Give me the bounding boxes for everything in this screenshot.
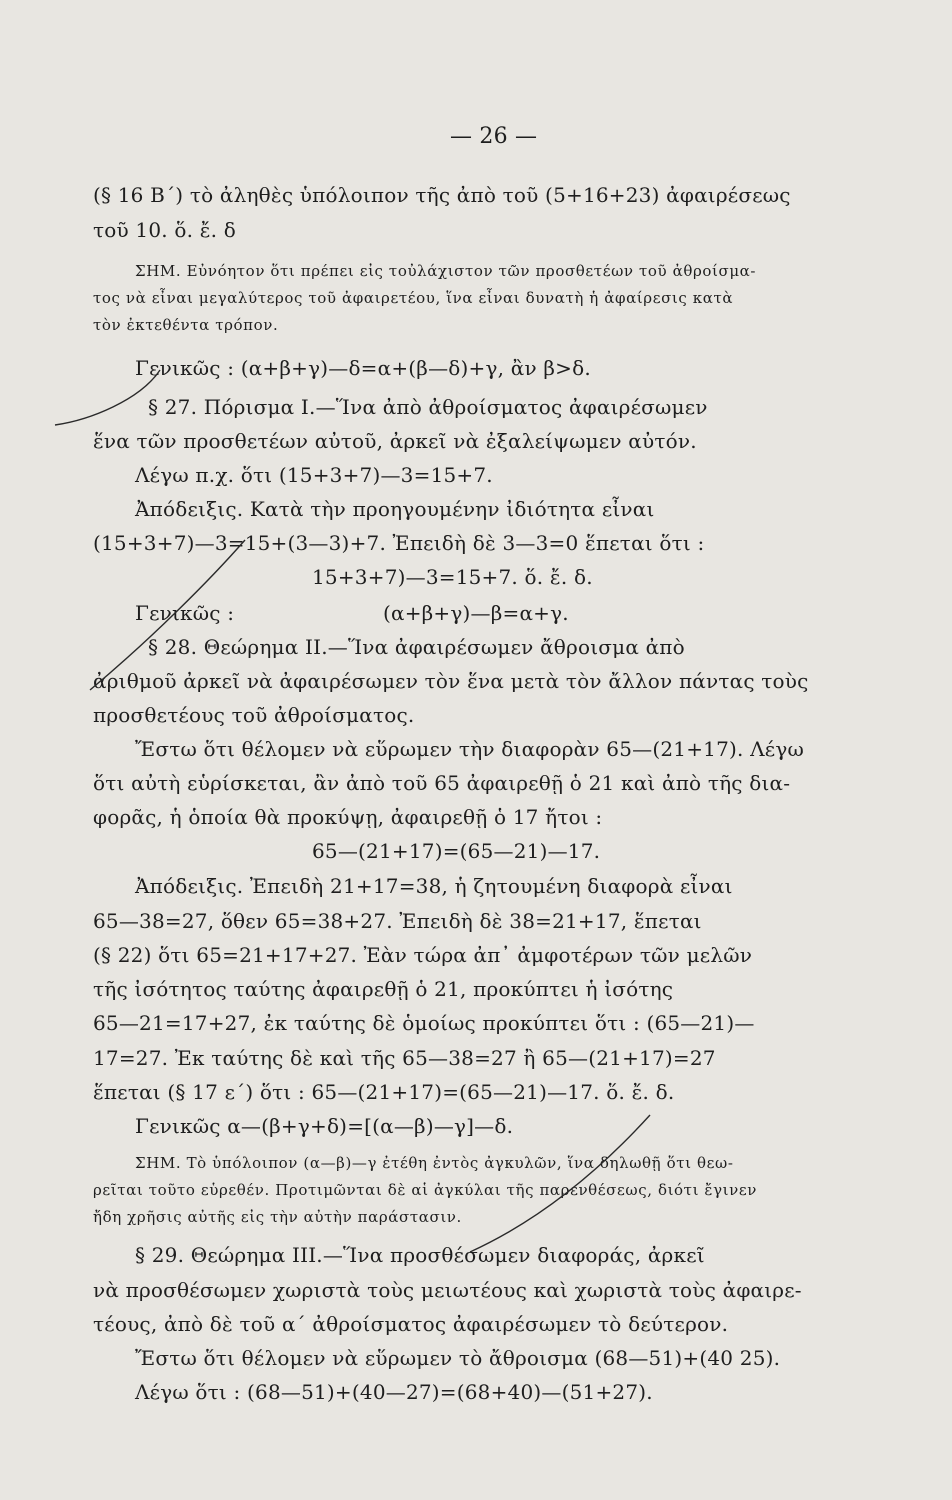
text-line: (§ 22) ὅτι 65=21+17+27. Ἐὰν τώρα ἀπ᾽ ἀμφοτέρων τῶν μελῶν	[93, 943, 753, 967]
pen-stroke	[470, 1115, 650, 1252]
text-line: Ἀπόδειξις. Κατὰ τὴν προηγουμένην ἰδιότητα εἶναι	[135, 497, 655, 521]
page-number: — 26 —	[450, 124, 538, 149]
pen-stroke	[55, 370, 160, 425]
text-line: Λέγω π.χ. ὅτι (15+3+7)—3=15+7.	[135, 463, 493, 487]
text-line: 17=27. Ἐκ ταύτης δὲ καὶ τῆς 65—38=27 ἢ 65—(21+17)=27	[93, 1046, 716, 1070]
text-line: ὅτι αὐτὴ εὑρίσκεται, ἂν ἀπὸ τοῦ 65 ἀφαιρεθῇ ὁ 21 καὶ ἀπὸ τῆς δια-	[93, 771, 791, 795]
text-line: Γενικῶς :	[135, 601, 235, 625]
text-line: τοῦ 10. ὅ. ἔ. δ	[93, 218, 237, 242]
formula-line: Γενικῶς : (α+β+γ)—δ=α+(β—δ)+γ, ἂν β>δ.	[135, 356, 591, 380]
text-line: ἕπεται (§ 17 ε΄) ὅτι : 65—(21+17)=(65—21)—17. ὅ. ἔ. δ.	[93, 1080, 675, 1104]
formula-line: (α+β+γ)—β=α+γ.	[383, 601, 569, 625]
text-line: 65—21=17+27, ἐκ ταύτης δὲ ὁμοίως προκύπτει ὅτι : (65—21)—	[93, 1011, 755, 1035]
text-line: ἀριθμοῦ ἀρκεῖ νὰ ἀφαιρέσωμεν τὸν ἕνα μετὰ τὸν ἄλλον πάντας τοὺς	[93, 669, 809, 693]
note-line: ἤδη χρῆσις αὐτῆς εἰς τὴν αὐτὴν παράστασιν.	[93, 1208, 462, 1226]
text-line: τέους, ἀπὸ δὲ τοῦ α΄ ἀθροίσματος ἀφαιρέσωμεν τὸ δεύτερον.	[93, 1312, 729, 1336]
text-line: νὰ προσθέσωμεν χωριστὰ τοὺς μειωτέους καὶ χωριστὰ τοὺς ἀφαιρε-	[93, 1278, 802, 1302]
text-line: Ἀπόδειξις. Ἐπειδὴ 21+17=38, ἡ ζητουμένη διαφορὰ εἶναι	[135, 874, 733, 898]
text-line: φορᾶς, ἡ ὁποία θὰ προκύψῃ, ἀφαιρεθῇ ὁ 17 ἤτοι :	[93, 805, 603, 829]
note-line: τος νὰ εἶναι μεγαλύτερος τοῦ ἀφαιρετέου, ἵνα εἶναι δυνατὴ ἡ ἀφαίρεσις κατὰ	[93, 289, 734, 307]
section-heading: § 27. Πόρισμα I.—Ἵνα ἀπὸ ἀθροίσματος ἀφαιρέσωμεν	[148, 395, 708, 419]
text-line: Λέγω ὅτι : (68—51)+(40—27)=(68+40)—(51+27).	[135, 1380, 653, 1404]
text-line: ἕνα τῶν προσθετέων αὐτοῦ, ἀρκεῖ νὰ ἐξαλείψωμεν αὐτόν.	[93, 429, 697, 453]
note-line: ΣΗΜ. Εὐνόητον ὅτι πρέπει εἰς τοὐλάχιστον τῶν προσθετέων τοῦ ἀθροίσμα-	[135, 262, 757, 280]
formula-line: 65—(21+17)=(65—21)—17.	[312, 839, 601, 863]
pen-stroke	[90, 540, 245, 690]
text-line: 65—38=27, ὅθεν 65=38+27. Ἐπειδὴ δὲ 38=21+17, ἕπεται	[93, 909, 702, 933]
section-heading: § 29. Θεώρημα III.—Ἵνα προσθέσωμεν διαφοράς, ἀρκεῖ	[135, 1243, 705, 1267]
text-line: Ἔστω ὅτι θέλομεν νὰ εὕρωμεν τὸ ἄθροισμα (68—51)+(40 25).	[135, 1346, 781, 1370]
text-line: τῆς ἰσότητος ταύτης ἀφαιρεθῇ ὁ 21, προκύπτει ἡ ἰσότης	[93, 977, 674, 1001]
text-line: προσθετέους τοῦ ἀθροίσματος.	[93, 703, 415, 727]
note-line: τὸν ἐκτεθέντα τρόπον.	[93, 316, 279, 334]
note-line: ρεῖται τοῦτο εὑρεθέν. Προτιμῶνται δὲ αἱ ἀγκύλαι τῆς παρενθέσεως, διότι ἔγινεν	[93, 1181, 757, 1199]
text-line: (15+3+7)—3=15+(3—3)+7. Ἐπειδὴ δὲ 3—3=0 ἕπεται ὅτι :	[93, 531, 705, 555]
formula-line: Γενικῶς α—(β+γ+δ)=[(α—β)—γ]—δ.	[135, 1114, 514, 1138]
formula-line: 15+3+7)—3=15+7. ὅ. ἔ. δ.	[312, 565, 593, 589]
note-line: ΣΗΜ. Τὸ ὑπόλοιπον (α—β)—γ ἐτέθη ἐντὸς ἀγκυλῶν, ἵνα δηλωθῇ ὅτι θεω-	[135, 1154, 734, 1172]
text-line: Ἔστω ὅτι θέλομεν νὰ εὕρωμεν τὴν διαφορὰν 65—(21+17). Λέγω	[135, 737, 804, 761]
section-heading: § 28. Θεώρημα II.—Ἵνα ἀφαιρέσωμεν ἄθροισμα ἀπὸ	[148, 635, 685, 659]
text-line: (§ 16 Β΄) τὸ ἀληθὲς ὑπόλοιπον τῆς ἀπὸ τοῦ (5+16+23) ἀφαιρέσεως	[93, 183, 791, 207]
